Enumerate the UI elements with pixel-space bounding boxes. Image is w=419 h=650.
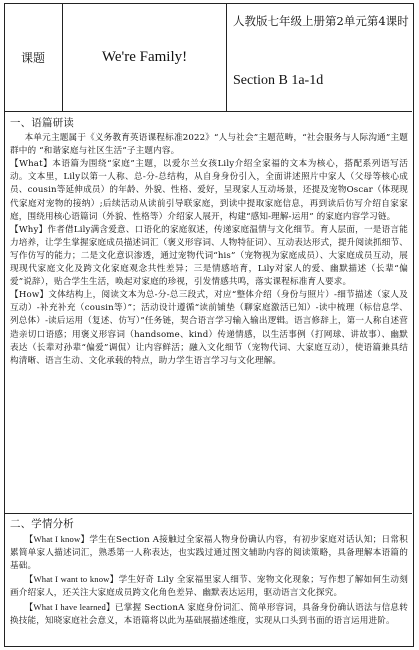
- topic-label: 课题: [4, 3, 63, 111]
- know-text: 学生在Section A接触过全家福人物身份确认内容，有初步家庭对话认知；日常积累简单家人描述词汇，熟悉第一人称表达，也实践过通过图文辅助内容的阅读策略，具备理解本语篇的基础。: [10, 535, 408, 572]
- want-text: 学生好奇 Lily 全家福里家人细节、宠物文化现象；写作想了解如何生动刻画介绍家人，还关注大家庭成员跨文化角色差异、幽默表达运用，驱动语言文化探究。: [10, 575, 408, 599]
- section1-heading: 一、语篇研读: [10, 117, 74, 129]
- why-label: 【Why】: [10, 224, 48, 235]
- what-label: 【What】: [10, 159, 53, 170]
- know-paragraph: [10, 533, 408, 573]
- why-text: 作者借Lily满含爱意、口语化的家庭叙述，传递家庭温情与文化细节。育人层面，一是语言能力培养，让学生掌握家庭成员描述词汇（褒义形容词、人物特征词）、互动表达形式，提升阅读抓细节、写作仿写的能力；二是文化意识渗透，通过宠物代词“his”（宠物视为家庭成员）、大家庭成员互动，展现现代家庭文化及跨文化家庭观念共性差异；三是情感培育，Lily对家人的爱、幽默描述（长辈“偏爱”说辞），贴合学生生活，唤起对家庭的珍视，引发情感共鸣，落实课程标准育人要求。: [10, 224, 408, 288]
- textbook-edition: 人教版七年级上册第2单元第4课时: [233, 14, 409, 28]
- learned-text: 已掌握 SectionA 家庭身份词汇、简单形容词，具备身份确认语法与信息转换技能，知晓家庭社会意义，本语篇将以此为基础展描述维度，实现从口头到书面的语言运用进阶。: [10, 602, 408, 626]
- want-paragraph: [10, 573, 408, 600]
- section2-heading: 二、学情分析: [10, 518, 74, 530]
- how-text: 文体结构上，阅读文本为总-分-总三段式，对应“整体介绍（身份与照片）-细节描述（家人及互动）-补充补充（cousin等）”；活动设计遵循“读前铺垫（聊家庭激活已知）-读中梳理（标信息学、列总体）-读后运用（复述、仿写）”任务链，契合语言学习输入输出逻辑。语言修辞上，第一人称自述营造亲切口语感；用褒义形容词（handsome、kind）传递情感，以生活事例（打网球、讲故事）、幽默表达（长辈对孙辈“偏爱”调侃）让内容鲜活；融入文化细节（宠物代词、大家庭互动），使语篇兼具结构清晰、语言生动、文化承载的特点，助力学生语言学习与文化理解。: [10, 290, 408, 366]
- why-paragraph: [10, 224, 408, 289]
- section-range: Section B 1a-1d: [233, 73, 324, 88]
- section-analysis: [10, 115, 408, 368]
- lesson-title: We're Family!: [63, 3, 227, 111]
- what-text: 本语篇为围绕“家庭”主题，以爱尔兰女孩Lily介绍全家福的文本为核心，搭配系列语写活动。文本里，Lily以第一人称、总-分-总结构，从自身身份引入，全面讲述照片中家人（父母等核心成员、cousin等延伸成员）的年龄、外貌、性格、爱好，呈现家人互动场景，还提及宠物Oscar（体现现代家庭对宠物的接纳）;后续活动从读前引导联家庭，到读中提取家庭信息，再到读后仿写介绍自家家庭，围绕用核心语篇词（外貌、性格等）介绍家人展开，构建“感知-理解-运用” 的家庭内容学习链。: [10, 159, 408, 222]
- theme-intro: 本单元主题属于《义务教育英语课程标准2022》“人与社会”主题范畴，“社会服务与人际沟通”主题群中的 “和谐家庭与社区生活”子主题内容。: [10, 133, 408, 157]
- header-table: [4, 3, 412, 112]
- document-page: [4, 3, 414, 647]
- how-paragraph: [10, 289, 408, 368]
- want-label: 【What I want to know】: [24, 574, 119, 585]
- how-label: 【How】: [10, 290, 49, 301]
- learner-analysis: [10, 516, 408, 628]
- learned-label: 【What I have learned】: [24, 601, 115, 612]
- know-label: 【What I know】: [24, 534, 90, 545]
- section-divider: [4, 513, 412, 514]
- lesson-info: [227, 3, 412, 111]
- learned-paragraph: [10, 601, 408, 628]
- what-paragraph: [10, 158, 408, 223]
